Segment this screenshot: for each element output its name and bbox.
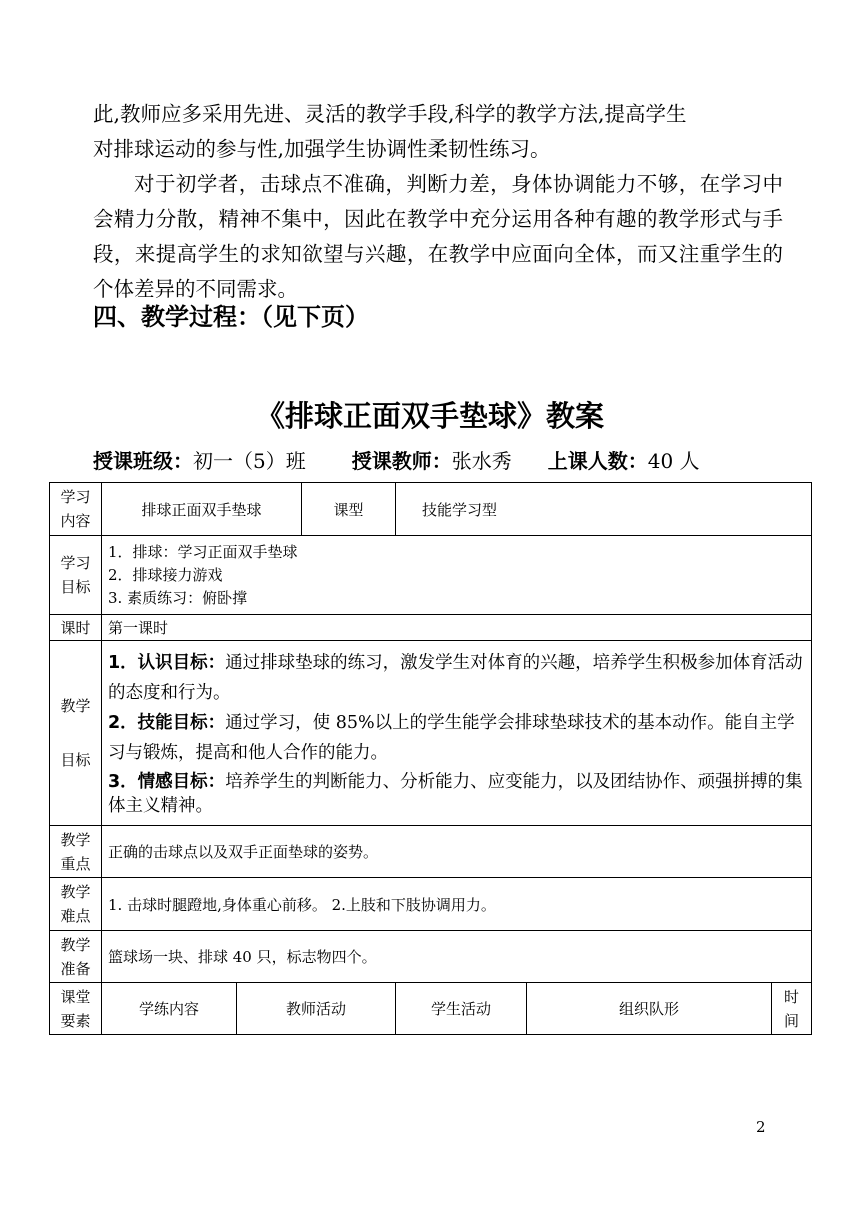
count-value: 40 人 (647, 449, 700, 473)
row-content (50, 483, 812, 536)
objective-item: 2．技能目标：通过学习，使 85%以上的学生能学会排球垫球技术的基本动作。能自主学习与锻炼，提高和他人合作的能力。 (108, 713, 795, 763)
intro-line-1: 此,教师应多采用先进、灵活的教学手段,科学的教学方法,提高学生 (93, 102, 687, 126)
col-practice: 学练内容 (102, 983, 237, 1035)
goals-list (102, 536, 812, 615)
row-period (50, 615, 812, 641)
row-preparation (50, 931, 812, 983)
key-label: 教学重点 (50, 826, 102, 878)
period-label: 课时 (50, 615, 102, 641)
goal-item: 2．排球接力游戏 (108, 565, 223, 584)
intro-line-2: 对排球运动的参与性,加强学生协调性柔韧性练习。 (93, 137, 551, 161)
difficulty-label: 教学难点 (50, 878, 102, 931)
col-teacher: 教师活动 (237, 983, 396, 1035)
goals-label: 学习目标 (50, 536, 102, 615)
period-value: 第一课时 (102, 615, 812, 641)
prep-label: 教学准备 (50, 931, 102, 983)
row-goals (50, 536, 812, 615)
type-label: 课型 (302, 483, 396, 536)
elements-label: 课堂要素 (50, 983, 102, 1035)
col-time: 时间 (772, 983, 812, 1035)
row-objectives (50, 641, 812, 826)
goal-item: 3. 素质练习：俯卧撑 (108, 588, 248, 607)
objectives-label-top: 教学 (60, 697, 91, 715)
key-value: 正确的击球点以及双手正面垫球的姿势。 (102, 826, 812, 878)
class-value: 初一（5）班 (193, 449, 306, 473)
objective-item: 1．认识目标：通过排球垫球的练习，激发学生对体育的兴趣，培养学生积极参加体育活动的态度和行为。 (108, 653, 803, 703)
type-value: 技能学习型 (396, 483, 812, 536)
col-student: 学生活动 (396, 983, 527, 1035)
objectives-content (102, 641, 812, 826)
col-formation: 组织队形 (527, 983, 772, 1035)
class-label: 授课班级： (93, 449, 193, 473)
objectives-label-bottom: 目标 (60, 751, 91, 769)
difficulty-value: 1. 击球时腿蹬地,身体重心前移。 2.上肢和下肢协调用力。 (102, 878, 812, 931)
row-elements (50, 983, 812, 1035)
row-key-points (50, 826, 812, 878)
section-heading: 四、教学过程：（见下页） (93, 303, 369, 331)
teacher-label: 授课教师： (351, 449, 452, 473)
prep-value: 篮球场一块、排球 40 只，标志物四个。 (102, 931, 812, 983)
lesson-meta (93, 445, 700, 474)
intro-paragraph-2: 对于初学者，击球点不准确，判断力差，身体协调能力不够，在学习中会精力分散，精神不集中，因此在教学中充分运用各种有趣的教学形式与手段，来提高学生的求知欲望与兴趣，在教学中应面向全体，而又注重学生的个体差异的不同需求。 (93, 172, 783, 301)
content-label: 学习内容 (50, 483, 102, 536)
content-value: 排球正面双手垫球 (102, 483, 302, 536)
lesson-plan-table (49, 482, 812, 1035)
page-number: 2 (756, 1118, 766, 1136)
objective-item: 3．情感目标：培养学生的判断能力、分析能力、应变能力，以及团结协作、顽强拼搏的集体主义精神。 (108, 772, 803, 816)
teacher-value: 张水秀 (451, 449, 512, 473)
row-difficulty (50, 878, 812, 931)
goal-item: 1．排球：学习正面双手垫球 (108, 542, 298, 561)
count-label: 上课人数： (547, 449, 648, 473)
document-title: 《排球正面双手垫球》教案 (255, 399, 604, 433)
objectives-label (50, 641, 102, 826)
